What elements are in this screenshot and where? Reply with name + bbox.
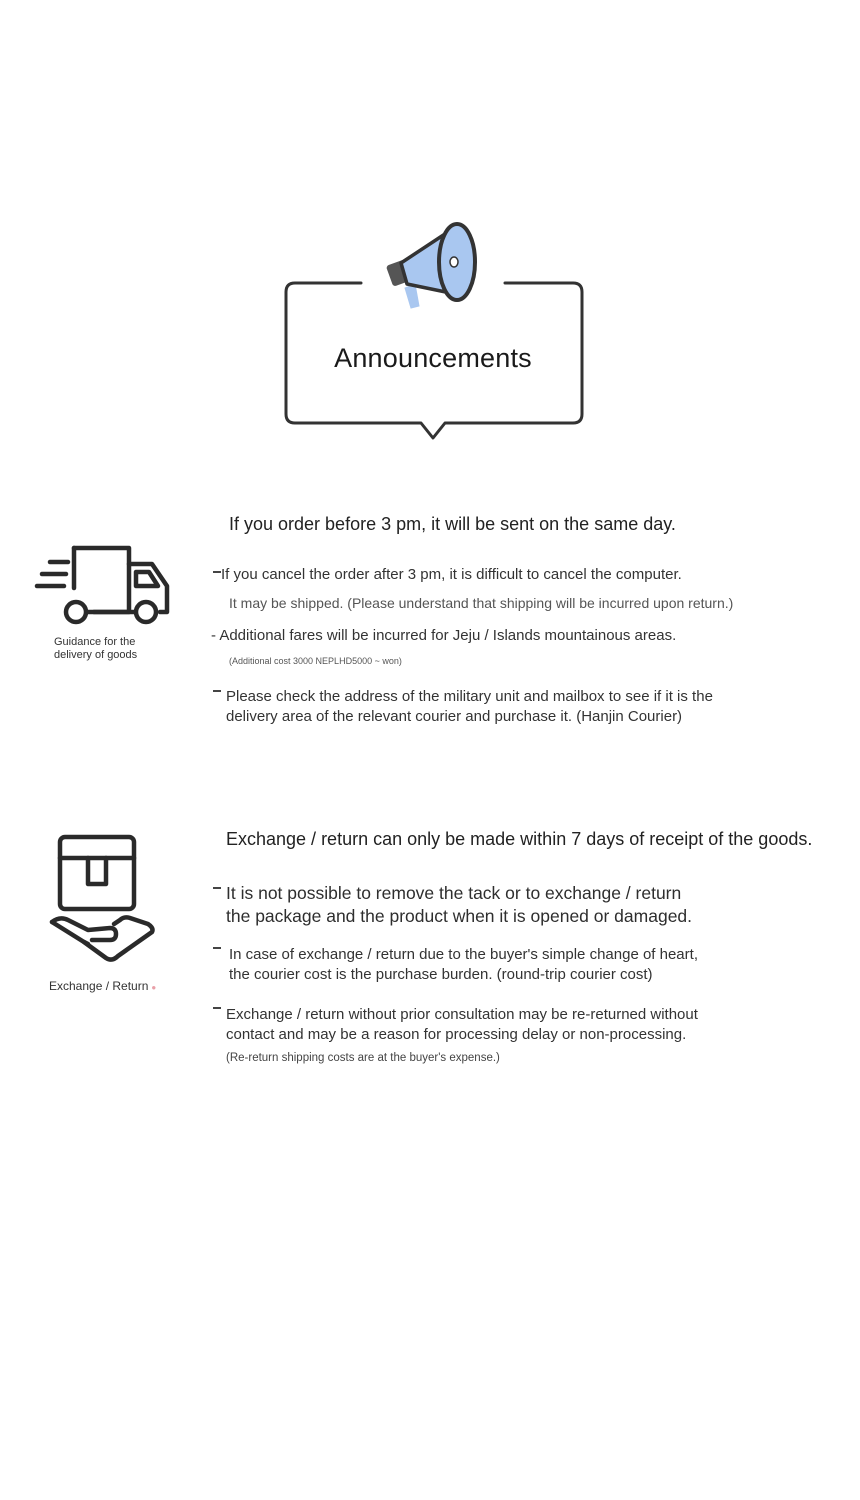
delivery-caption-line2: delivery of goods — [54, 649, 138, 661]
megaphone-icon — [386, 224, 475, 308]
announcement-frame — [283, 218, 585, 444]
delivery-item1-line1: If you cancel the order after 3 pm, it is difficult to cancel the computer. — [221, 566, 682, 583]
exchange-item3-line2: contact and may be a reason for processing delay or non-processing. — [226, 1026, 687, 1043]
caption-dot: ● — [151, 983, 157, 992]
delivery-truck-icon — [34, 542, 174, 627]
exchange-item3-line1: Exchange / return without prior consultation may be re-returned without — [226, 1006, 698, 1023]
delivery-item2-note: (Additional cost 3000 NEPLHD5000 ~ won) — [229, 656, 402, 666]
delivery-item1-line2: It may be shipped. (Please understand that shipping will be incurred upon return.) — [229, 595, 734, 611]
exchange-headline: Exchange / return can only be made within 7 days of receipt of the goods. — [226, 829, 813, 849]
bullet-dash — [213, 690, 221, 692]
exchange-caption — [49, 980, 156, 994]
delivery-item2-line1: - Additional fares will be incurred for Jeju / Islands mountainous areas. — [211, 627, 677, 644]
exchange-item1-line2: the package and the product when it is opened or damaged. — [226, 906, 693, 926]
delivery-item3-line2: delivery area of the relevant courier and purchase it. (Hanjin Courier) — [226, 708, 683, 725]
bullet-dash — [213, 947, 221, 949]
page-title: Announcements — [334, 343, 532, 373]
exchange-caption-label: Exchange / Return — [49, 979, 149, 993]
delivery-headline: If you order before 3 pm, it will be sent on the same day. — [229, 514, 676, 534]
bullet-dash — [213, 1007, 221, 1009]
delivery-caption-line1: Guidance for the — [54, 636, 136, 648]
exchange-item2-line1: In case of exchange / return due to the buyer's simple change of heart, — [229, 946, 698, 963]
exchange-item1-line1: It is not possible to remove the tack or to exchange / return — [226, 883, 682, 903]
delivery-item3-line1: Please check the address of the military unit and mailbox to see if it is the — [226, 688, 713, 705]
delivery-caption — [54, 636, 174, 662]
bullet-dash — [213, 887, 221, 889]
exchange-item2-line2: the courier cost is the purchase burden. (round-trip courier cost) — [229, 966, 653, 983]
exchange-item3-note: (Re-return shipping costs are at the buyer's expense.) — [226, 1052, 500, 1064]
bullet-dash — [213, 571, 221, 573]
box-in-hand-icon — [48, 832, 158, 967]
